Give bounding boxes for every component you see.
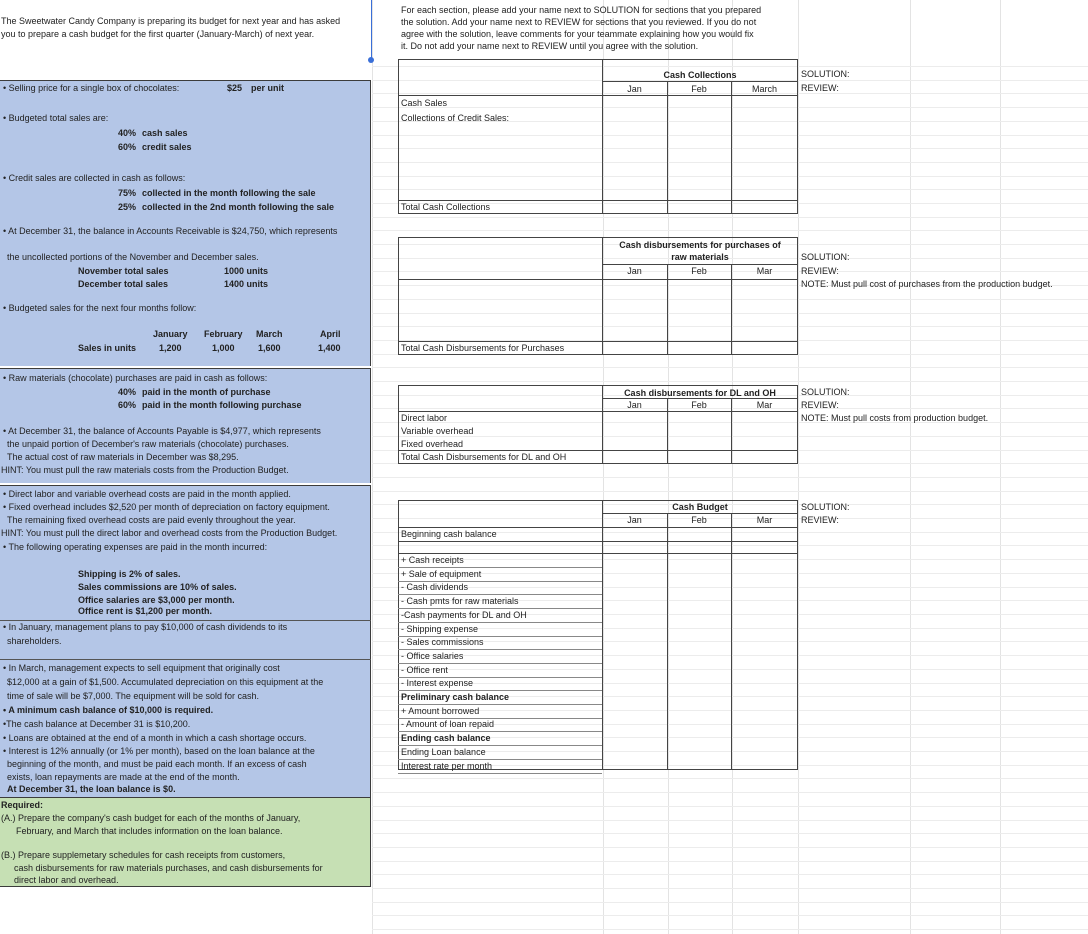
req-b-line: (B.) Prepare supplemetary schedules for cash receipts from customers,: [1, 850, 286, 860]
grid-row-line: [372, 847, 1088, 848]
dec-label: December total sales: [78, 279, 169, 289]
collect1-label: collected in the month following the sale: [142, 188, 316, 198]
interest-line: • Interest is 12% annually (or 1% per month), based on the loan balance at the: [3, 746, 315, 756]
budget-row-label: - Office rent: [401, 664, 448, 675]
dloh-note: NOTE: Must pull costs from production budget.: [801, 413, 989, 423]
collect2-label: collected in the 2nd month following the sale: [142, 202, 335, 212]
dividend-line: shareholders.: [7, 636, 62, 646]
header-underline: [398, 411, 798, 412]
purchases-note: NOTE: Must pull cost of purchases from the production budget.: [801, 279, 1053, 289]
col-divider: [667, 513, 668, 770]
solution-note[interactable]: SOLUTION:: [801, 252, 850, 262]
divider: [0, 620, 371, 621]
solution-note[interactable]: SOLUTION:: [801, 387, 850, 397]
raw1-label: paid in the month of purchase: [142, 387, 271, 397]
budget-row-label: + Sale of equipment: [401, 568, 482, 579]
grid-row-line: [372, 833, 1088, 834]
row-label: Fixed overhead: [401, 439, 464, 449]
beginning-label: Beginning cash balance: [401, 529, 497, 539]
cash-sales-label: cash sales: [142, 128, 188, 138]
req-a-line: February, and March that includes information on the loan balance.: [16, 826, 283, 836]
row-label: Collections of Credit Sales:: [401, 113, 510, 123]
selling-price-label: • Selling price for a single box of chocolates:: [3, 83, 180, 93]
review-note[interactable]: REVIEW:: [801, 515, 839, 525]
grid-row-line: [372, 888, 1088, 889]
month-header: April: [320, 329, 341, 339]
selling-price-unit: per unit: [251, 83, 284, 93]
month-jan: Jan: [627, 515, 642, 525]
four-months-label: • Budgeted sales for the next four months follow:: [3, 303, 197, 313]
credit-sales-pct: 60%: [118, 142, 137, 152]
labor-line: The remaining fixed overhead costs are paid evenly throughout the year.: [7, 515, 296, 525]
budget-row-label: Interest rate per month: [401, 760, 493, 771]
collect1-pct: 75%: [118, 188, 137, 198]
col-divider: [602, 59, 603, 214]
grid-row-line: [372, 820, 1088, 821]
sales-units-value: 1,600: [258, 343, 281, 353]
review-note[interactable]: REVIEW:: [801, 83, 839, 93]
fill-handle[interactable]: [368, 57, 374, 63]
equip-line: $12,000 at a gain of $1,500. Accumulated depreciation on this equipment at the: [7, 677, 324, 687]
credit-sales-label: credit sales: [142, 142, 192, 152]
budget-title: Cash Budget: [672, 502, 728, 512]
grid-row-line: [372, 902, 1088, 903]
opex-line: Sales commissions are 10% of sales.: [78, 582, 237, 592]
interest-line: beginning of the month, and must be paid each month. If an excess of cash: [7, 759, 307, 769]
month-header: March: [256, 329, 283, 339]
opex-line: Office salaries are $3,000 per month.: [78, 595, 235, 605]
budget-row-label: - Interest expense: [401, 678, 474, 689]
labor-line: • Direct labor and variable overhead costs are paid in the month applied.: [3, 489, 291, 499]
month-feb: Feb: [691, 266, 707, 276]
equip-line: time of sale will be $7,000. The equipment will be sold for cash.: [7, 691, 259, 701]
raw2-label: paid in the month following purchase: [142, 400, 302, 410]
col-divider: [667, 81, 668, 214]
budget-row-label: + Amount borrowed: [401, 705, 480, 716]
grid-row-line: [372, 778, 1088, 779]
budget-row-label: Ending cash balance: [401, 733, 491, 744]
grid-column-line: [1000, 0, 1001, 934]
grid-row-line: [372, 217, 1088, 218]
total-label: Total Cash Disbursements for DL and OH: [401, 452, 567, 462]
grid-row-line: [372, 230, 1088, 231]
instruction-line: agree with the solution, leave comments for your teammate explaining how you would fix: [401, 29, 754, 39]
month-jan: Jan: [627, 84, 642, 94]
nov-label: November total sales: [78, 266, 169, 276]
month-feb: Feb: [691, 84, 707, 94]
intro-line: you to prepare a cash budget for the first quarter (January-March) of next year.: [1, 29, 315, 39]
req-b-line: direct labor and overhead.: [14, 875, 119, 885]
purchases-title: raw materials: [671, 252, 729, 262]
sales-units-value: 1,400: [318, 343, 341, 353]
purchases-title: Cash disbursements for purchases of: [619, 240, 781, 250]
labor-hint: HINT: You must pull the direct labor and overhead costs from the Production Budget.: [1, 528, 338, 538]
total-label: Total Cash Collections: [401, 202, 491, 212]
ar-line: • At December 31, the balance in Accounts Receivable is $24,750, which represents: [3, 226, 338, 236]
sales-units-value: 1,000: [212, 343, 235, 353]
row-label: Cash Sales: [401, 98, 448, 108]
cash-sales-pct: 40%: [118, 128, 137, 138]
budget-row-label: Preliminary cash balance: [401, 692, 510, 702]
equip-line: • In March, management expects to sell equipment that originally cost: [3, 663, 280, 673]
row-label: Direct labor: [401, 413, 448, 423]
grid-row-line: [372, 929, 1088, 930]
credit-collect-label: • Credit sales are collected in cash as follows:: [3, 173, 186, 183]
collect2-pct: 25%: [118, 202, 137, 212]
grid-row-line: [372, 915, 1088, 916]
month-feb: Feb: [691, 400, 707, 410]
total-label: Total Cash Disbursements for Purchases: [401, 343, 565, 353]
opex-line: Shipping is 2% of sales.: [78, 569, 181, 579]
title-underline: [602, 513, 798, 514]
instruction-line: the solution. Add your name next to REVIEW for sections that you reviewed. If you do not: [401, 17, 757, 27]
col-divider: [731, 513, 732, 770]
raw2-pct: 60%: [118, 400, 137, 410]
budget-row-line: [398, 773, 602, 774]
req-b-line: cash disbursements for raw materials purchases, and cash disbursements for: [14, 863, 323, 873]
total-line: [398, 200, 798, 201]
divider: [0, 659, 371, 660]
interest-line: exists, loan repayments are made at the end of the month.: [7, 772, 240, 782]
ar-line: the uncollected portions of the November and December sales.: [7, 252, 259, 262]
labor-line: • The following operating expenses are paid in the month incurred:: [3, 542, 268, 552]
instruction-line: For each section, please add your name next to SOLUTION for sections that you prepared: [401, 5, 762, 15]
budgeted-sales-label: • Budgeted total sales are:: [3, 113, 109, 123]
grid-row-line: [372, 861, 1088, 862]
instruction-line: it. Do not add your name next to REVIEW until you agree with the solution.: [401, 41, 699, 51]
row-label: Variable overhead: [401, 426, 474, 436]
grid-row-line: [372, 792, 1088, 793]
title-underline: [602, 81, 798, 82]
ap-line: The actual cost of raw materials in December was $8,295.: [7, 452, 239, 462]
budget-row-label: + Cash receipts: [401, 555, 464, 565]
grid-row-line: [372, 491, 1088, 492]
col-divider: [731, 81, 732, 214]
month-mar: Mar: [756, 400, 773, 410]
required-label: Required:: [1, 800, 44, 810]
header-underline: [398, 95, 798, 96]
grid-row-line: [372, 367, 1088, 368]
header-underline: [398, 527, 798, 528]
month-mar: March: [751, 84, 777, 94]
row-line: [398, 553, 798, 554]
grid-row-line: [372, 874, 1088, 875]
sales-units-label: Sales in units: [78, 343, 137, 353]
sales-units-value: 1,200: [159, 343, 182, 353]
min-cash: • A minimum cash balance of $10,000 is required.: [3, 705, 214, 715]
req-a-line: (A.) Prepare the company's cash budget for each of the months of January,: [1, 813, 301, 823]
budget-row-label: -Cash payments for DL and OH: [401, 609, 527, 620]
dec-value: 1400 units: [224, 279, 269, 289]
budget-row-label: Ending Loan balance: [401, 746, 486, 757]
opex-line: Office rent is $1,200 per month.: [78, 606, 213, 616]
total-line: [398, 450, 798, 451]
budget-row-label: - Office salaries: [401, 650, 464, 661]
title-underline: [602, 264, 798, 265]
intro-line: The Sweetwater Candy Company is preparing its budget for next year and has asked: [1, 16, 341, 26]
review-note[interactable]: REVIEW:: [801, 266, 839, 276]
budget-row-label: - Sales commissions: [401, 637, 484, 648]
budget-row-label: - Cash dividends: [401, 582, 469, 593]
collections-schedule: [398, 59, 798, 214]
labor-line: • Fixed overhead includes $2,520 per month of depreciation on factory equipment.: [3, 502, 330, 512]
grid-row-line: [372, 381, 1088, 382]
nov-value: 1000 units: [224, 266, 269, 276]
month-header: January: [153, 329, 188, 339]
row-line: [398, 541, 798, 542]
grid-row-line: [372, 477, 1088, 478]
raw-label: • Raw materials (chocolate) purchases are paid in cash as follows:: [3, 373, 268, 383]
budget-row-label: - Amount of loan repaid: [401, 719, 495, 730]
cash-balance: •The cash balance at December 31 is $10,200.: [3, 719, 191, 729]
grid-column-line: [372, 0, 373, 934]
dloh-title: Cash disbursements for DL and OH: [624, 388, 776, 398]
header-underline: [398, 279, 798, 280]
solution-note[interactable]: SOLUTION:: [801, 69, 850, 79]
budget-row-label: - Cash pmts for raw materials: [401, 596, 519, 607]
month-mar: Mar: [756, 515, 773, 525]
budget-row-label: - Shipping expense: [401, 623, 479, 634]
month-feb: Feb: [691, 515, 707, 525]
month-jan: Jan: [627, 400, 642, 410]
month-jan: Jan: [627, 266, 642, 276]
month-mar: Mar: [756, 266, 773, 276]
grid-column-line: [798, 0, 799, 934]
ap-line: • At December 31, the balance of Accounts Payable is $4,977, which represents: [3, 426, 321, 436]
selection-border: [371, 0, 372, 60]
loans: • Loans are obtained at the end of a month in which a cash shortage occurs.: [3, 733, 307, 743]
selling-price-value: $25: [227, 83, 243, 93]
total-line: [398, 341, 798, 342]
solution-note[interactable]: SOLUTION:: [801, 502, 850, 512]
ap-hint: HINT: You must pull the raw materials costs from the Production Budget.: [1, 465, 289, 475]
grid-row-line: [372, 806, 1088, 807]
review-note[interactable]: REVIEW:: [801, 400, 839, 410]
ap-line: the unpaid portion of December's raw materials (chocolate) purchases.: [7, 439, 289, 449]
month-header: February: [204, 329, 243, 339]
raw1-pct: 40%: [118, 387, 137, 397]
loan-zero: At December 31, the loan balance is $0.: [7, 784, 176, 794]
dividend-line: • In January, management plans to pay $10,000 of cash dividends to its: [3, 622, 288, 632]
collections-title: Cash Collections: [663, 70, 737, 80]
grid-column-line: [910, 0, 911, 934]
